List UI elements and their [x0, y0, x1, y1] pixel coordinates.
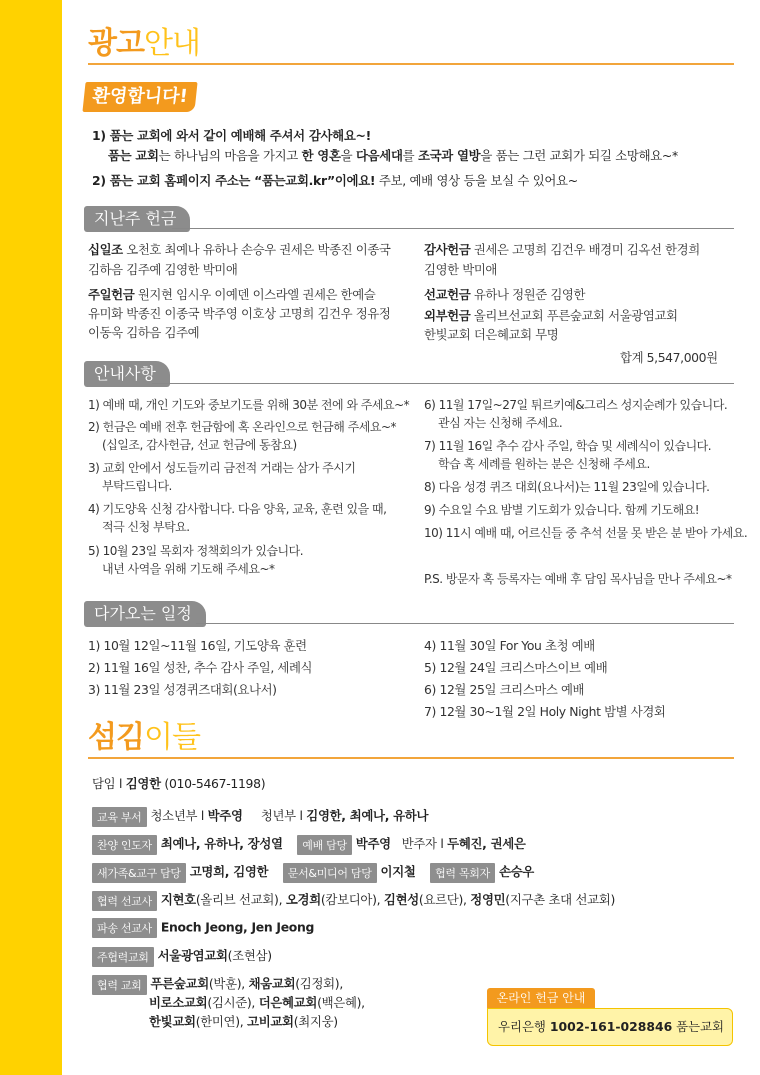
notice-left-3: 3) 교회 안에서 성도들끼리 금전적 거래는 삼가 주시기: [88, 461, 356, 475]
page-title: 광고안내: [88, 26, 200, 61]
mission-line-1: 선교헌금 유하나 정원준 김영한: [424, 287, 586, 302]
notice-right-9: 9) 수요일 수요 밤별 기도회가 있습니다. 함께 기도해요!: [424, 503, 700, 517]
churches-tag: 협력 교회: [92, 975, 147, 995]
notice-left-5: 5) 10월 23일 목회자 정책회의가 있습니다.: [88, 544, 304, 558]
sent-tag: 파송 선교사: [92, 918, 157, 938]
external-line-1: 외부헌금 올리브선교회 푸른숲교회 서울광염교회: [424, 308, 678, 323]
thanks-line-2: 김영한 박미애: [424, 262, 497, 277]
churches-row-3: 한빛교회(한미연), 고비교회(최지웅): [149, 1014, 338, 1029]
copastor-tag: 협력 목회자: [430, 863, 495, 883]
online-offering-tag: 온라인 헌금 안내: [487, 988, 595, 1008]
notice-right-6b: 관심 자는 신청해 주세요.: [438, 416, 563, 430]
churches-row-1: 협력 교회 푸른숲교회(박훈), 채움교회(김정회),: [92, 974, 343, 995]
churches-row-2: 비로소교회(김시준), 더은혜교회(백은혜),: [149, 995, 365, 1010]
thanks-line-1: 감사헌금 권세은 고명희 김건우 배경미 김옥선 한경희: [424, 242, 700, 257]
section-heading-offering: 지난주 헌금: [84, 206, 190, 232]
sunday-line-1: 주일헌금 원지현 임시우 이예덴 이스라엘 권세은 한예슬: [88, 287, 376, 302]
media-tag: 문서&미디어 담당: [283, 863, 377, 883]
education-tag: 교육 부서: [92, 807, 147, 827]
schedule-left-2: 2) 11월 16일 성찬, 추수 감사 주일, 세례식: [88, 660, 313, 675]
servers-title: 섬김이들: [88, 720, 200, 755]
sunday-line-2: 유미화 박종진 이종국 박주영 이호상 고명희 김건우 정유정: [88, 306, 391, 321]
family-row: 새가족&교구 담당 고명희, 김영한 문서&미디어 담당 이지철 협력 목회자 손승우: [92, 862, 534, 883]
intro-line-2: 품는 교회는 하나님의 마음을 가지고 한 영혼을 다음세대를 조국과 열방을 품는 그런 교회가 되길 소망해요~*: [108, 148, 678, 163]
online-offering-box: 우리은행 1002-161-028846 품는교회: [487, 1008, 733, 1046]
schedule-right-5: 5) 12월 24일 크리스마스이브 예배: [424, 660, 608, 675]
notice-left-3b: 부탁드립니다.: [102, 479, 172, 493]
servers-divider: [88, 757, 734, 759]
section-heading-schedule: 다가오는 일정: [84, 601, 206, 627]
missionary-tag: 협력 선교사: [92, 891, 157, 911]
intro-line-1: 1) 품는 교회에 와서 같이 예배해 주셔서 감사해요~!: [92, 128, 371, 143]
section-line: [172, 228, 734, 229]
schedule-left-3: 3) 11월 23일 성경퀴즈대회(요나서): [88, 682, 277, 697]
welcome-banner: 환영합니다!: [82, 82, 197, 112]
missionary-row: 협력 선교사 지현호(올리브 선교회), 오경희(캄보디아), 김현성(요르단), 정영민(지구촌 초대 선교회): [92, 890, 615, 911]
schedule-right-4: 4) 11월 30일 For You 초청 예배: [424, 638, 595, 653]
section-heading-notices: 안내사항: [84, 361, 170, 387]
sunday-line-3: 이동욱 김하음 김주예: [88, 325, 200, 340]
offering-total: 합계 5,547,000원: [620, 350, 718, 365]
schedule-right-7: 7) 12월 30~1월 2일 Holy Night 밤별 사경회: [424, 704, 666, 719]
notice-ps: P.S. 방문자 혹 등록자는 예배 후 담임 목사님을 만나 주세요~*: [424, 572, 732, 586]
notice-left-4: 4) 기도양육 신청 감사합니다. 다음 양육, 교육, 훈련 있을 때,: [88, 502, 387, 516]
external-line-2: 한빛교회 더은혜교회 무명: [424, 327, 559, 342]
notice-left-2b: (십일조, 감사헌금, 선교 헌금에 동참요): [102, 438, 297, 452]
notice-left-1: 1) 예배 때, 개인 기도와 중보기도를 위해 30분 전에 와 주세요~*: [88, 398, 410, 412]
tithe-line-2: 김하음 김주예 김영한 박미애: [88, 262, 238, 277]
schedule-left-1: 1) 10월 12일~11월 16일, 기도양육 훈련: [88, 638, 307, 653]
praise-tag: 찬양 인도자: [92, 835, 157, 855]
section-line: [152, 383, 734, 384]
title-divider: [88, 63, 734, 65]
notice-right-7: 7) 11월 16일 추수 감사 주일, 학습 및 세례식이 있습니다.: [424, 439, 712, 453]
education-row: 교육 부서 청소년부 l 박주영 청년부 l 김영한, 최예나, 유하나: [92, 806, 428, 827]
notice-right-6: 6) 11월 17일~27일 튀르키예&그리스 성지순례가 있습니다.: [424, 398, 728, 412]
family-tag: 새가족&교구 담당: [92, 863, 186, 883]
notice-right-8: 8) 다음 성경 퀴즈 대회(요나서)는 11월 23일에 있습니다.: [424, 480, 710, 494]
schedule-right-6: 6) 12월 25일 크리스마스 예배: [424, 682, 585, 697]
partner-church-row: 주협력교회 서울광염교회(조현삼): [92, 946, 272, 967]
notice-left-5b: 내년 사역을 위해 기도해 주세요~*: [102, 562, 275, 576]
intro-line-3: 2) 품는 교회 홈페이지 주소는 “품는교회.kr”이에요! 주보, 예배 영상 등을 보실 수 있어요~: [92, 173, 578, 188]
notice-right-7b: 학습 혹 세례를 원하는 분은 신청해 주세요.: [438, 457, 650, 471]
praise-row: 찬양 인도자 최예나, 유하나, 장성열 예배 담당 박주영 반주자 l 두혜진, 권세은: [92, 834, 526, 855]
worship-tag: 예배 담당: [297, 835, 352, 855]
notice-right-10: 10) 11시 예배 때, 어르신들 중 추석 선물 못 받은 분 받아 가세요.: [424, 526, 748, 540]
left-yellow-bar: [0, 0, 62, 1075]
notice-left-2: 2) 헌금은 예배 전후 헌금함에 혹 온라인으로 헌금해 주세요~*: [88, 420, 397, 434]
section-line: [196, 623, 734, 624]
pastor-row: 담임 l 김영한 (010-5467-1198): [92, 776, 266, 791]
tithe-line-1: 십일조 오천호 최예나 유하나 손승우 권세은 박종진 이종국: [88, 242, 391, 257]
notice-left-4b: 적극 신청 부탁요.: [102, 520, 190, 534]
sent-missionary-row: 파송 선교사 Enoch Jeong, Jen Jeong: [92, 918, 314, 938]
partner-tag: 주협력교회: [92, 947, 154, 967]
